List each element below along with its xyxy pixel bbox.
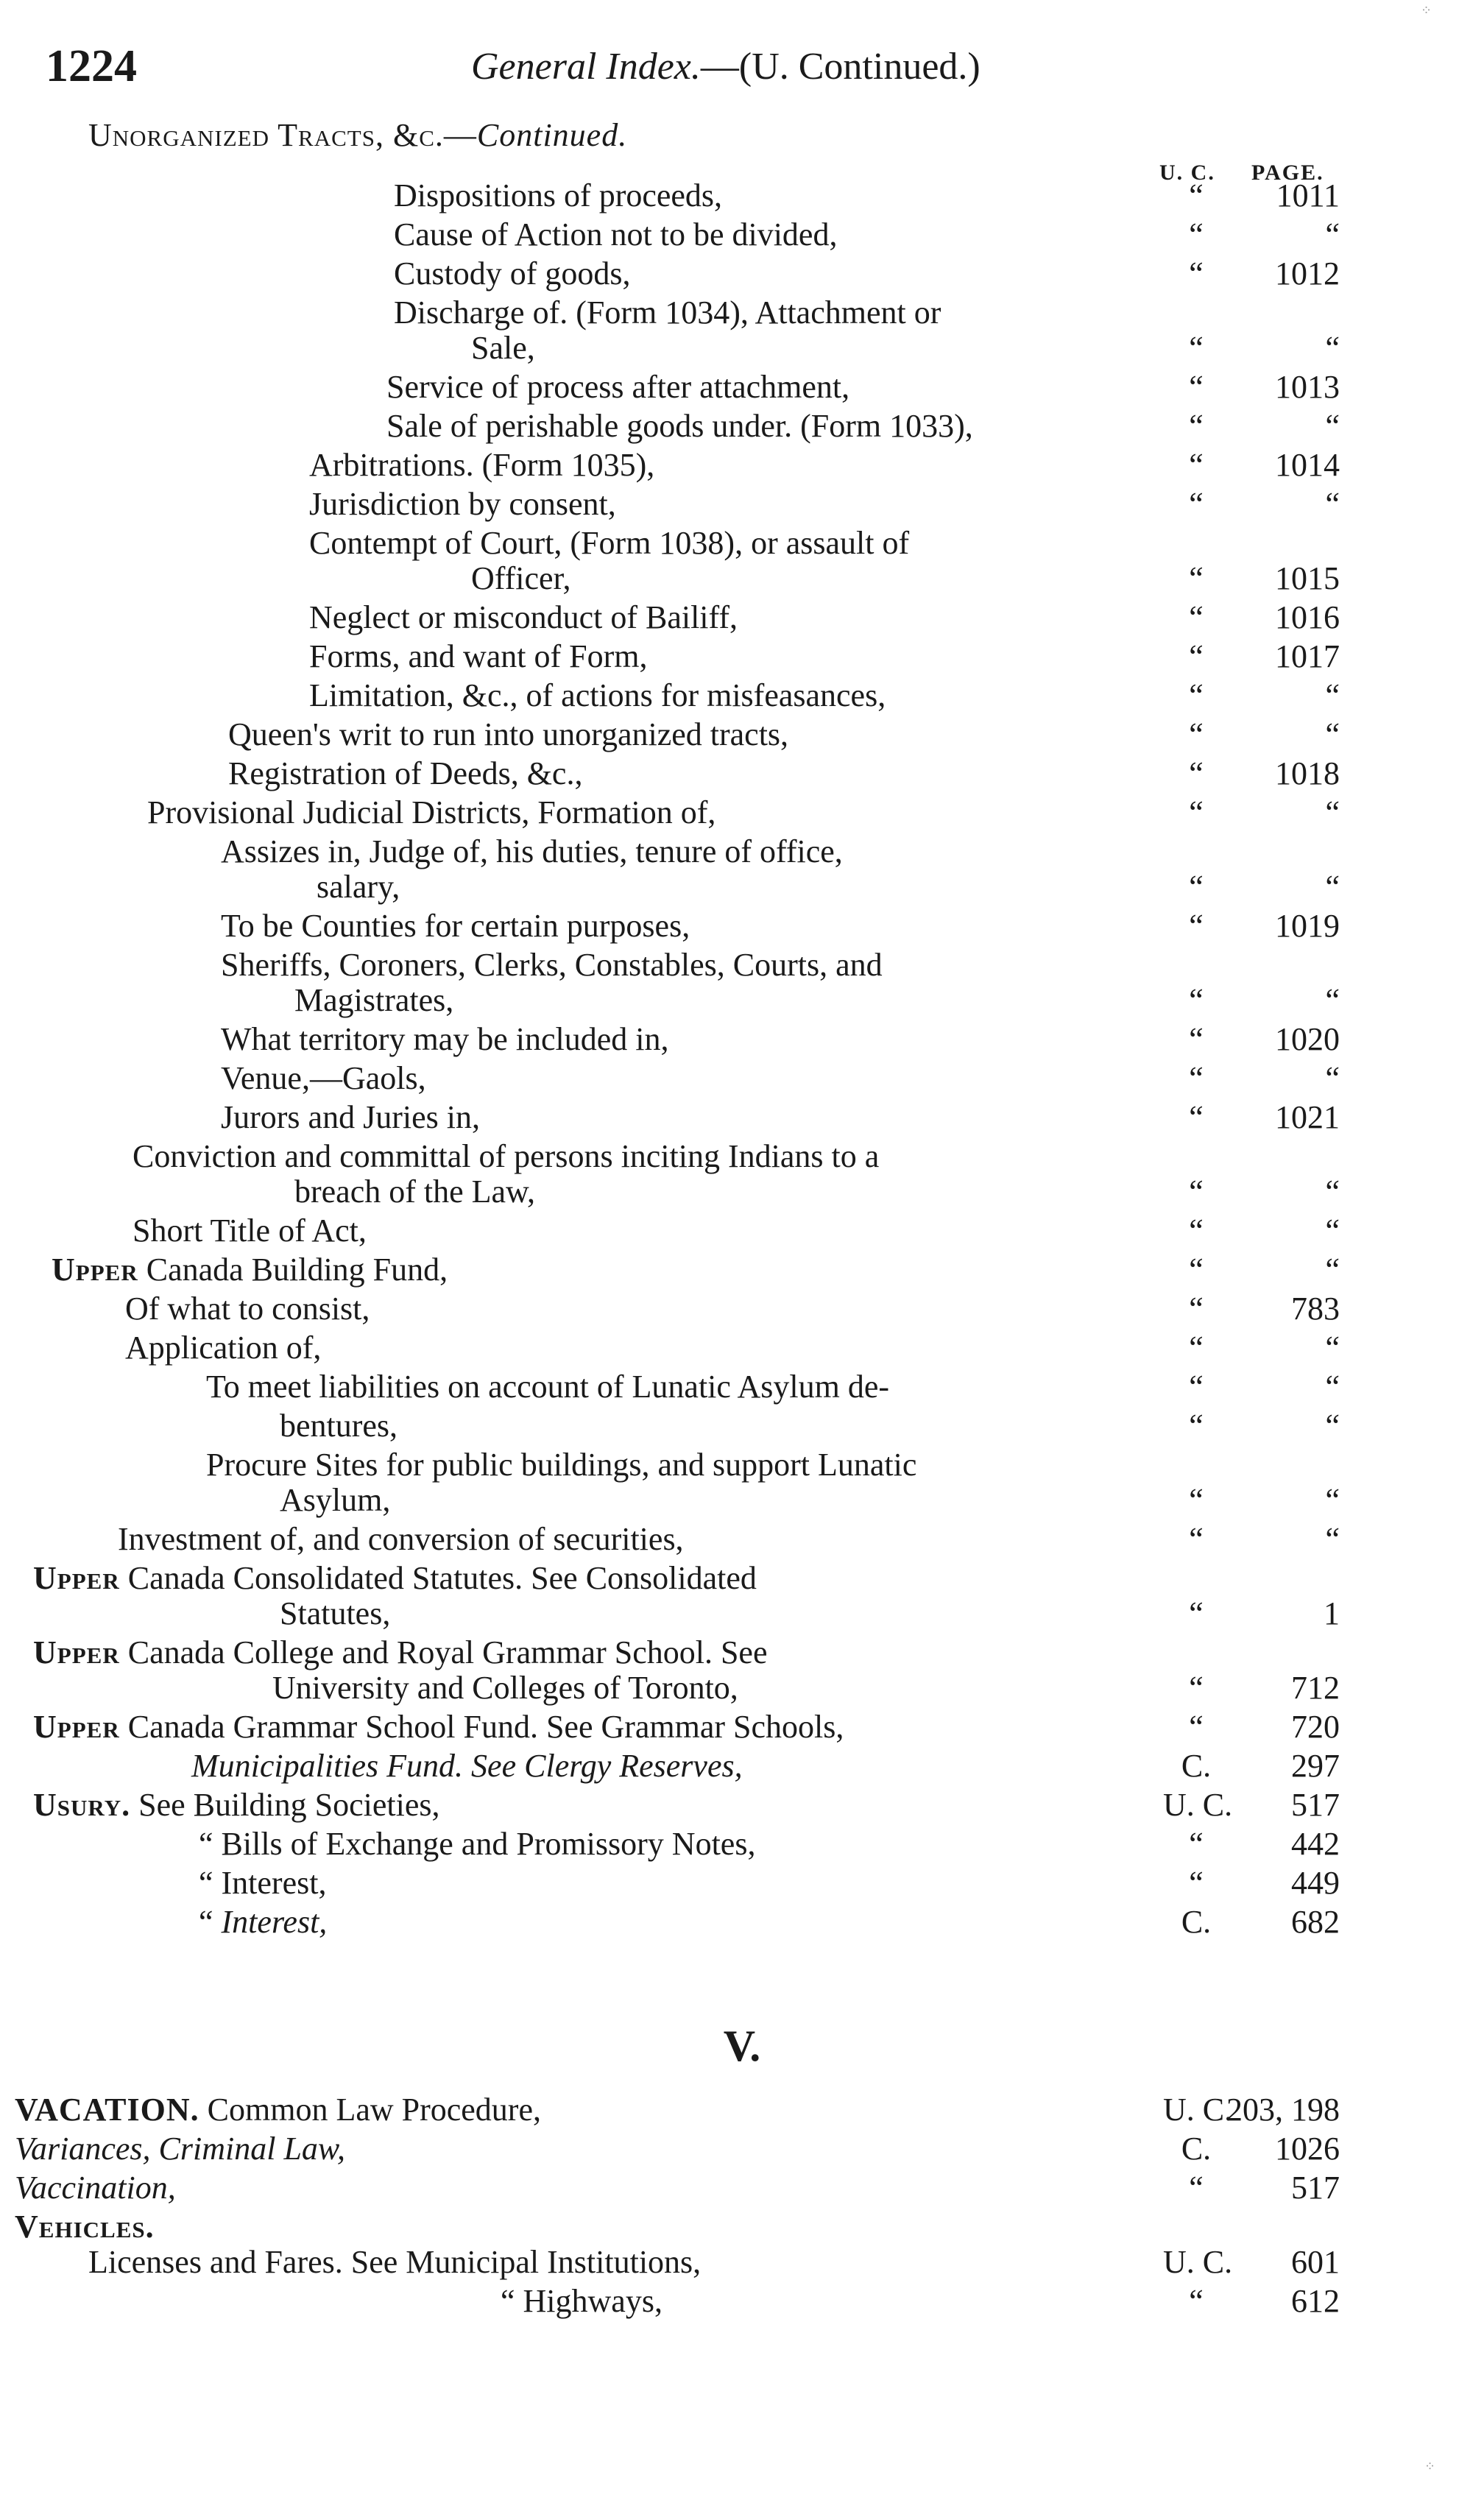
entry-volume: “ (1189, 1099, 1204, 1135)
index-entry (0, 1747, 1484, 1786)
entry-title: Canada Grammar School Fund. See Grammar Schools, (119, 1709, 844, 1745)
entry-title: See Building Societies, (130, 1787, 440, 1823)
entry-title: What territory may be included in, (221, 1021, 669, 1057)
entry-page: “ (1325, 1213, 1340, 1249)
index-entry (0, 1446, 1484, 1481)
entry-title: University and Colleges of Toronto, (272, 1670, 738, 1706)
page-header (0, 40, 1484, 99)
index-entry (0, 1173, 1484, 1212)
entry-title: Custody of goods, (394, 255, 631, 292)
entry-title: Sale of perishable goods under. (Form 1033), (386, 408, 973, 444)
entry-text (309, 599, 738, 636)
entry-page: 442 (1291, 1826, 1340, 1862)
entry-text (221, 946, 883, 984)
entry-keyword: Upper (33, 1634, 120, 1670)
entry-text (294, 981, 453, 1019)
entry-page: “ (1325, 1482, 1340, 1518)
entry-page: 1021 (1275, 1099, 1340, 1135)
entry-volume: C. (1181, 1904, 1212, 1940)
entry-title: Assizes in, Judge of, his duties, tenure of office, (221, 833, 843, 869)
entry-keyword: VACATION. (15, 2092, 199, 2128)
entry-keyword: Upper (33, 1560, 120, 1596)
index-entry (0, 755, 1484, 794)
entry-page: 517 (1291, 2170, 1340, 2206)
entry-volume: U. C. (1163, 2244, 1233, 2280)
index-entry (0, 1786, 1484, 1825)
index-entry (0, 1634, 1484, 1669)
entry-keyword: Upper (33, 1709, 120, 1745)
entry-title: Investment of, and conversion of securities, (118, 1521, 684, 1557)
index-entry (0, 833, 1484, 868)
entry-volume: “ (1189, 330, 1204, 366)
entry-text (191, 1747, 743, 1785)
entry-volume: “ (1189, 716, 1204, 752)
entry-title: Contempt of Court, (Form 1038), or assault of (309, 525, 910, 561)
entry-keyword: Usury. (33, 1787, 131, 1823)
index-entry (0, 1020, 1484, 1059)
entry-ditto: “ (199, 1904, 222, 1940)
entry-volume: “ (1189, 1213, 1204, 1249)
entry-volume: C. (1181, 2131, 1212, 2167)
index-entry (0, 1864, 1484, 1903)
entry-volume: “ (1189, 1252, 1204, 1288)
entry-volume: “ (1189, 216, 1204, 253)
entry-text (394, 255, 630, 292)
entry-volume: “ (1189, 1595, 1204, 1631)
entry-page: 1011 (1276, 177, 1340, 213)
index-entry (0, 1481, 1484, 1520)
index-entry (0, 2208, 1484, 2243)
entry-text (317, 868, 400, 906)
entry-text (33, 1708, 844, 1746)
entry-title: Magistrates, (294, 982, 454, 1018)
entry-title: Canada Building Fund, (138, 1252, 448, 1288)
entry-title: “ Bills of Exchange and Promissory Notes, (199, 1826, 756, 1862)
entry-page: “ (1325, 982, 1340, 1018)
section-title-italic: Continued. (476, 117, 628, 153)
entry-page: 1020 (1275, 1021, 1340, 1057)
index-entry (0, 1137, 1484, 1173)
column-header-page: PAGE. (1251, 160, 1324, 185)
entry-volume: “ (1189, 982, 1204, 1018)
entry-volume: “ (1189, 1709, 1204, 1745)
entry-page: “ (1325, 1369, 1340, 1405)
entry-text (88, 2243, 701, 2281)
entry-volume: “ (1189, 408, 1204, 444)
entry-title: Short Title of Act, (132, 1213, 367, 1249)
entry-text (280, 1407, 398, 1444)
entry-volume: U. C. (1163, 1787, 1233, 1823)
entry-text (33, 1559, 757, 1597)
index-entry (0, 485, 1484, 524)
index-entry (0, 1059, 1484, 1098)
entry-volume: “ (1189, 1060, 1204, 1096)
entry-text (394, 294, 941, 331)
entry-volume: “ (1189, 908, 1204, 944)
entry-page: “ (1325, 1330, 1340, 1366)
entry-page: 712 (1291, 1670, 1340, 1706)
entry-volume: “ (1189, 677, 1204, 713)
entry-title: breach of the Law, (294, 1174, 535, 1210)
entry-text (206, 1446, 916, 1483)
entry-text (221, 833, 843, 870)
entry-volume: “ (1189, 1826, 1204, 1862)
entry-title: Conviction and committal of persons inciting Indians to a (132, 1138, 880, 1174)
entry-title: Statutes, (280, 1595, 391, 1631)
index-entry (0, 1407, 1484, 1446)
entry-title: Venue,—Gaols, (221, 1060, 426, 1096)
entry-title: Asylum, (280, 1482, 391, 1518)
entry-page: 682 (1291, 1904, 1340, 1940)
entry-page: “ (1325, 1060, 1340, 1096)
entry-title: Dispositions of proceeds, (394, 177, 723, 213)
entry-text (33, 1634, 767, 1671)
index-entry (0, 1595, 1484, 1634)
entry-text (206, 1368, 889, 1405)
index-entry (0, 446, 1484, 485)
entry-title: Procure Sites for public buildings, and support Lunatic (206, 1447, 917, 1483)
entry-volume: “ (1189, 1330, 1204, 1366)
index-entry (0, 2091, 1484, 2130)
index-entry (0, 2169, 1484, 2208)
entry-text (15, 2208, 155, 2245)
entry-title: Neglect or misconduct of Bailiff, (309, 599, 738, 635)
index-entry (0, 329, 1484, 368)
page-number: 1224 (46, 41, 137, 91)
entry-page: “ (1325, 408, 1340, 444)
entry-title: “ Interest, (199, 1865, 327, 1901)
entry-text (132, 1137, 879, 1175)
entry-page: “ (1325, 1174, 1340, 1210)
index-entry (0, 1520, 1484, 1559)
entry-title: Sheriffs, Coroners, Clerks, Constables, Courts, and (221, 947, 883, 983)
index-entry (0, 1825, 1484, 1864)
entry-page: 203, 198 (1226, 2092, 1340, 2128)
entry-volume: “ (1189, 1521, 1204, 1557)
entry-page: 1013 (1275, 369, 1340, 405)
index-entry (0, 1251, 1484, 1290)
entry-page: 720 (1291, 1709, 1340, 1745)
entry-volume: “ (1189, 794, 1204, 830)
entry-text (294, 1173, 535, 1210)
entry-volume: “ (1189, 255, 1204, 292)
entry-title: Queen's writ to run into unorganized tracts, (228, 716, 789, 752)
entry-title: bentures, (280, 1408, 398, 1444)
index-entry (0, 1903, 1484, 1942)
entry-title: Of what to consist, (125, 1291, 370, 1327)
index-entries (0, 177, 1484, 1942)
entry-text (280, 1481, 390, 1519)
entry-volume: “ (1189, 1021, 1204, 1057)
index-entry (0, 907, 1484, 946)
entry-title: Cause of Action not to be divided, (394, 216, 838, 253)
entry-text (309, 524, 909, 562)
index-entry (0, 216, 1484, 255)
entry-text (118, 1520, 684, 1558)
index-entry (0, 868, 1484, 907)
entry-title: Jurisdiction by consent, (309, 486, 616, 522)
index-entry (0, 981, 1484, 1020)
entry-page: 1018 (1275, 755, 1340, 791)
entry-text (501, 2282, 662, 2320)
index-entry (0, 1212, 1484, 1251)
entry-page: 297 (1291, 1748, 1340, 1784)
index-entry (0, 716, 1484, 755)
entry-page: “ (1325, 794, 1340, 830)
entry-text (33, 1786, 440, 1824)
index-entry (0, 2282, 1484, 2321)
entry-text (199, 1903, 327, 1941)
entry-text (471, 329, 535, 367)
entry-volume: “ (1189, 638, 1204, 674)
entry-volume: “ (1189, 1670, 1204, 1706)
entry-volume: U. C. (1163, 2092, 1233, 2128)
index-entries-v (0, 2091, 1484, 2321)
entry-volume: “ (1189, 486, 1204, 522)
margin-mark: ⁘ (1421, 3, 1432, 18)
entry-title: Officer, (471, 560, 571, 596)
entry-title: Registration of Deeds, &c., (228, 755, 583, 791)
entry-text (221, 907, 690, 945)
entry-text (228, 716, 788, 753)
index-entry (0, 1559, 1484, 1595)
margin-mark: ⁘ (1424, 2459, 1436, 2474)
entry-page: 601 (1291, 2244, 1340, 2280)
entry-text (309, 446, 654, 484)
entry-page: 1012 (1275, 255, 1340, 292)
entry-text (394, 177, 722, 214)
section-heading (88, 116, 627, 154)
entry-italic-text: Municipalities Fund. See Clergy Reserves, (191, 1748, 743, 1784)
entry-volume: “ (1189, 869, 1204, 905)
index-entry (0, 2130, 1484, 2169)
letter-heading-v: V. (723, 2022, 761, 2070)
entry-text (199, 1825, 755, 1863)
entry-volume: “ (1189, 2170, 1204, 2206)
entry-volume: “ (1189, 1408, 1204, 1444)
entry-text (132, 1212, 367, 1249)
entry-title: salary, (317, 869, 400, 905)
index-entry (0, 2243, 1484, 2282)
entry-page: “ (1325, 1252, 1340, 1288)
entry-text (272, 1669, 738, 1707)
entry-text (228, 755, 582, 792)
entry-text (125, 1329, 321, 1366)
entry-page: 1019 (1275, 908, 1340, 944)
entry-page: “ (1325, 1408, 1340, 1444)
entry-title: Service of process after attachment, (386, 369, 850, 405)
entry-text (280, 1595, 390, 1632)
entry-title: Sale, (471, 330, 535, 366)
entry-page: 1016 (1275, 599, 1340, 635)
entry-page: 517 (1291, 1787, 1340, 1823)
entry-page: 449 (1291, 1865, 1340, 1901)
index-entry (0, 794, 1484, 833)
entry-page: 612 (1291, 2283, 1340, 2319)
entry-volume: C. (1181, 1748, 1212, 1784)
entry-title: Provisional Judicial Districts, Formation of, (147, 794, 716, 830)
entry-page: “ (1325, 677, 1340, 713)
entry-volume: “ (1189, 1291, 1204, 1327)
index-entry (0, 1368, 1484, 1407)
index-entry (0, 407, 1484, 446)
entry-text (471, 560, 570, 597)
entry-volume: “ (1189, 560, 1204, 596)
entry-page: 783 (1291, 1291, 1340, 1327)
entry-text (309, 677, 886, 714)
index-entry (0, 255, 1484, 294)
entry-text (221, 1020, 668, 1058)
entry-title: Discharge of. (Form 1034), Attachment or (394, 294, 941, 331)
entry-title: Forms, and want of Form, (309, 638, 648, 674)
index-entry (0, 1329, 1484, 1368)
entry-text (52, 1251, 448, 1288)
index-entry (0, 1098, 1484, 1137)
index-entry (0, 946, 1484, 981)
entry-volume: “ (1189, 2283, 1204, 2319)
column-header-uc: U. C. (1159, 160, 1215, 185)
running-title-italic: General Index. (471, 46, 701, 88)
entry-text (15, 2091, 541, 2128)
entry-volume: “ (1189, 599, 1204, 635)
entry-keyword: Upper (52, 1252, 138, 1288)
entry-title: Limitation, &c., of actions for misfeasances, (309, 677, 886, 713)
entry-volume: “ (1189, 1482, 1204, 1518)
entry-title: To meet liabilities on account of Lunatic Asylum de- (206, 1369, 890, 1405)
entry-volume: “ (1189, 447, 1204, 483)
entry-title: Licenses and Fares. See Municipal Institutions, (88, 2244, 702, 2280)
entry-title: Application of, (125, 1330, 322, 1366)
entry-text (147, 794, 716, 831)
entry-italic-text: Interest, (221, 1904, 328, 1940)
index-entry (0, 177, 1484, 216)
index-entry (0, 368, 1484, 407)
index-entry (0, 677, 1484, 716)
running-title-rest: —(U. Continued.) (700, 46, 981, 88)
section-title: Unorganized Tracts, &c.— (88, 117, 477, 153)
entry-page: 1015 (1275, 560, 1340, 596)
entry-text (15, 2130, 345, 2167)
entry-keyword: Vehicles. (15, 2209, 155, 2245)
entry-volume: “ (1189, 177, 1204, 213)
entry-page: 1014 (1275, 447, 1340, 483)
entry-text (309, 638, 648, 675)
entry-title: Jurors and Juries in, (221, 1099, 480, 1135)
index-entry (0, 1708, 1484, 1747)
entry-text (221, 1059, 426, 1097)
entry-title: Common Law Procedure, (199, 2092, 541, 2128)
index-entry (0, 638, 1484, 677)
entry-title: “ Highways, (501, 2283, 662, 2319)
index-entry (0, 524, 1484, 560)
entry-page: “ (1325, 216, 1340, 253)
entry-title: Canada Consolidated Statutes. See Consolidated (119, 1560, 757, 1596)
entry-page: “ (1325, 716, 1340, 752)
entry-text (309, 485, 616, 523)
running-title (471, 45, 981, 88)
entry-text (394, 216, 837, 253)
entry-page: “ (1325, 869, 1340, 905)
entry-text (125, 1290, 370, 1327)
entry-text (386, 368, 849, 406)
entry-italic-text: Variances, Criminal Law, (15, 2131, 346, 2167)
entry-title: To be Counties for certain purposes, (221, 908, 690, 944)
entry-text (386, 407, 973, 445)
index-entry (0, 1669, 1484, 1708)
entry-title: Canada College and Royal Grammar School. See (119, 1634, 768, 1670)
index-entry (0, 294, 1484, 329)
entry-volume: “ (1189, 1174, 1204, 1210)
entry-page: “ (1325, 1521, 1340, 1557)
entry-page: 1026 (1275, 2131, 1340, 2167)
entry-page: 1 (1324, 1595, 1340, 1631)
entry-volume: “ (1189, 755, 1204, 791)
entry-volume: “ (1189, 1369, 1204, 1405)
index-entry (0, 599, 1484, 638)
entry-title: Arbitrations. (Form 1035), (309, 447, 655, 483)
entry-page: “ (1325, 330, 1340, 366)
entry-text (199, 1864, 326, 1902)
entry-page: “ (1325, 486, 1340, 522)
index-entry (0, 1290, 1484, 1329)
index-entry (0, 560, 1484, 599)
entry-italic-text: Vaccination, (15, 2170, 176, 2206)
entry-page: 1017 (1275, 638, 1340, 674)
entry-volume: “ (1189, 1865, 1204, 1901)
entry-volume: “ (1189, 369, 1204, 405)
entry-text (221, 1098, 480, 1136)
entry-text (15, 2169, 176, 2206)
